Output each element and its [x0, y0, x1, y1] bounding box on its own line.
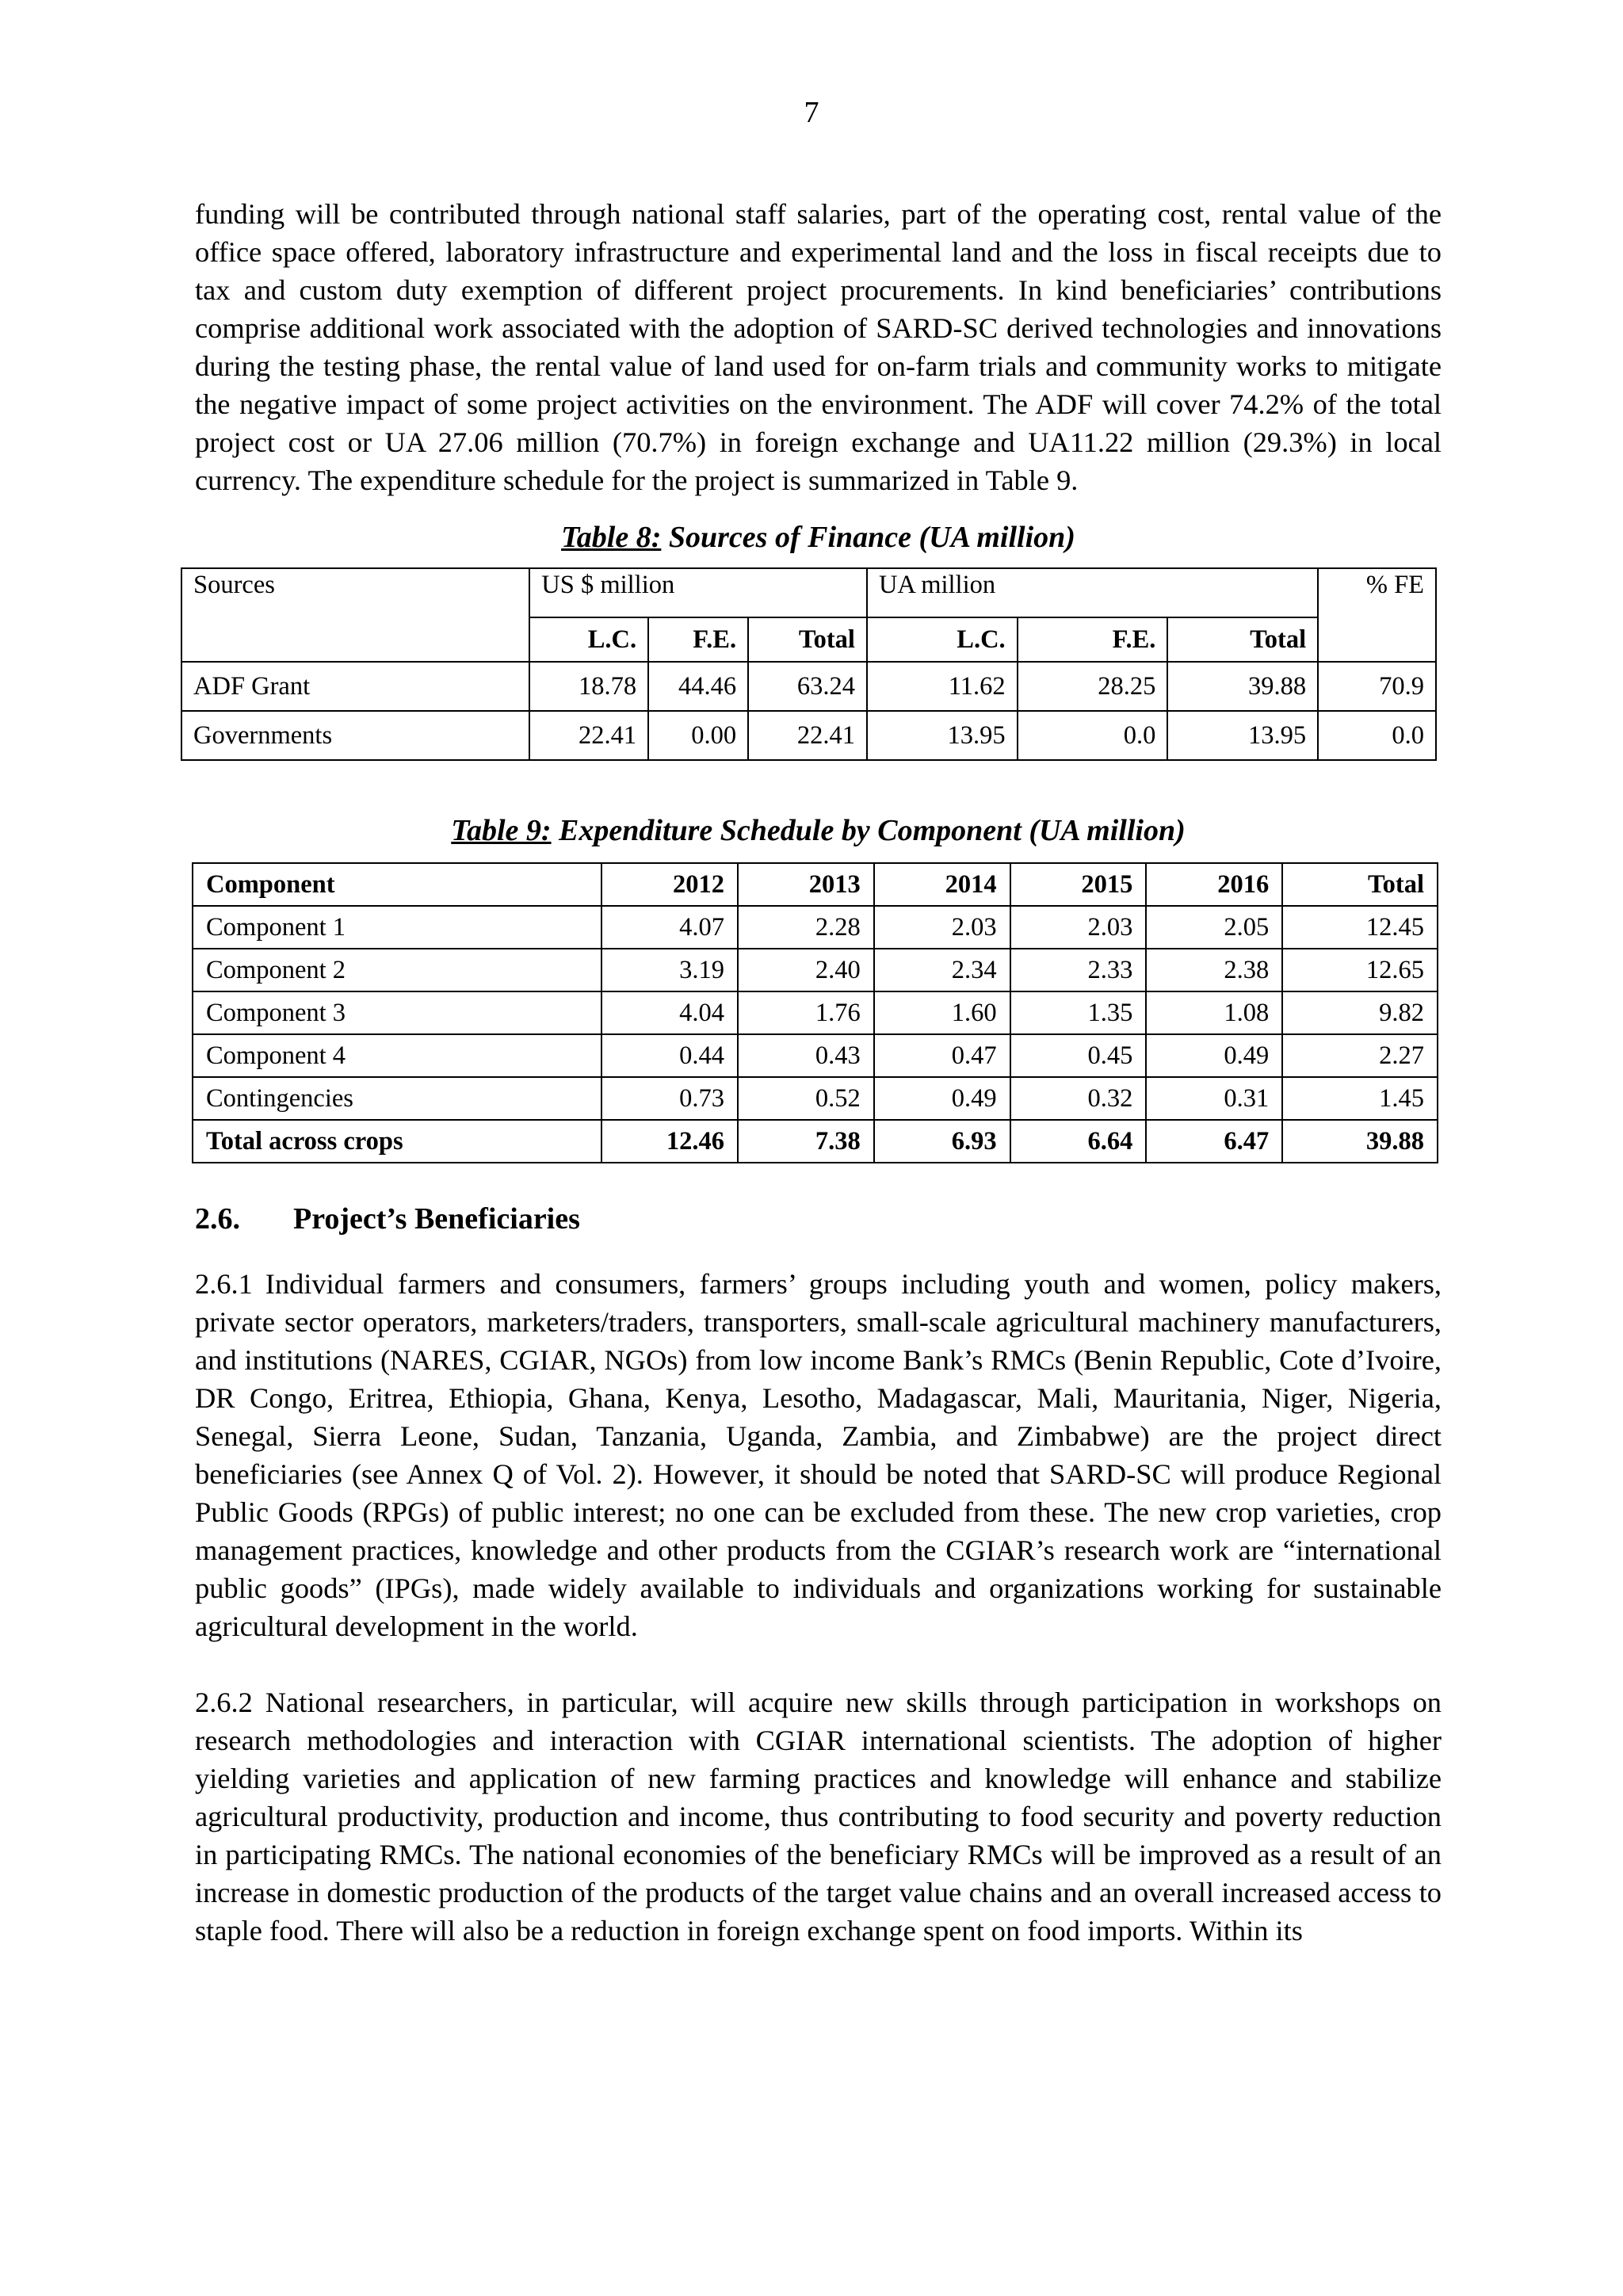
page-number: 7 — [804, 96, 819, 129]
table9-cell: 0.44 — [601, 1034, 738, 1077]
table8-cell: 0.0 — [1018, 711, 1168, 760]
table9-cell: 1.76 — [738, 991, 874, 1034]
table9-total-cell: 12.46 — [601, 1120, 738, 1163]
table8-cell: 0.0 — [1318, 711, 1436, 760]
table-row — [193, 1077, 1438, 1120]
table-row — [193, 906, 1438, 949]
expenditure-schedule-table — [192, 862, 1438, 1163]
table8-subheader-fe-empty — [1318, 617, 1436, 662]
table8-cell: Governments — [181, 711, 529, 760]
table9-cell: Component 4 — [193, 1034, 601, 1077]
table9-cell: 9.82 — [1282, 991, 1438, 1034]
section-number: 2.6. — [195, 1202, 240, 1236]
table9-cell: 1.08 — [1146, 991, 1282, 1034]
table9-total-cell: 7.38 — [738, 1120, 874, 1163]
table-row — [193, 949, 1438, 991]
table8-subheader-empty — [181, 617, 529, 662]
table9-cell: Component 2 — [193, 949, 601, 991]
table9-header-cell: 2015 — [1010, 863, 1147, 906]
table9-total-cell: 39.88 — [1282, 1120, 1438, 1163]
paragraph-2-6-2 — [195, 1683, 1442, 1950]
table9-cell: 0.32 — [1010, 1077, 1147, 1120]
table9-cell: 0.49 — [1146, 1034, 1282, 1077]
table8-subheader-usd-lc: L.C. — [529, 617, 648, 662]
table9-cell: 0.49 — [874, 1077, 1010, 1120]
table9-cell: 0.45 — [1010, 1034, 1147, 1077]
table9-cell: 4.07 — [601, 906, 738, 949]
table9-cell: 2.03 — [874, 906, 1010, 949]
section-heading — [195, 1201, 1442, 1236]
page-content — [195, 195, 1442, 1950]
table8-caption-label: Table 8: — [561, 521, 662, 554]
table9-cell: 2.38 — [1146, 949, 1282, 991]
table8-cell: 0.00 — [648, 711, 748, 760]
table8-subheader-ua-lc: L.C. — [867, 617, 1018, 662]
table9-cell: 0.43 — [738, 1034, 874, 1077]
table9-header-cell: Component — [193, 863, 601, 906]
table9-cell: 2.05 — [1146, 906, 1282, 949]
table8-subheader-usd-fe: F.E. — [648, 617, 748, 662]
table9-cell: 12.45 — [1282, 906, 1438, 949]
table8-header-sources: Sources — [181, 568, 529, 617]
table8-cell: 13.95 — [867, 711, 1018, 760]
table9-cell: 0.52 — [738, 1077, 874, 1120]
table9-cell: 2.27 — [1282, 1034, 1438, 1077]
table8-subheader-usd-total: Total — [748, 617, 867, 662]
table8-subheader-ua-fe: F.E. — [1018, 617, 1168, 662]
table8-cell: 22.41 — [529, 711, 648, 760]
table9-total-cell: 6.47 — [1146, 1120, 1282, 1163]
table9-caption-title: Expenditure Schedule by Component (UA million) — [551, 814, 1186, 847]
table-row — [181, 711, 1436, 760]
table9-cell: 12.65 — [1282, 949, 1438, 991]
table8-subheader-ua-total: Total — [1167, 617, 1318, 662]
table9-header-cell: 2016 — [1146, 863, 1282, 906]
table9-caption-label: Table 9: — [451, 814, 552, 847]
table-row — [181, 662, 1436, 711]
table9-cell: 1.45 — [1282, 1077, 1438, 1120]
paragraph-number: 2.6.2 — [195, 1687, 253, 1718]
paragraph-text: Individual farmers and consumers, farmers’ groups including youth and women, policy makers, private sector operators, marketers/traders, transporters, small-scale agricultural machinery manufacturers, and institutions (NARES, CGIAR, NGOs) from low income Bank’s RMCs (Benin Republic, Cote d’Ivoire, DR Congo, Eritrea, Ethiopia, Ghana, Kenya, Lesotho, Madagascar, Mali, Mauritania, Niger, Nigeria, Senegal, Sierra Leone, Sudan, Tanzania, Uganda, Zambia, and Zimbabwe) are the project direct beneficiaries (see Annex Q of Vol. 2). However, it should be noted that SARD-SC will produce Regional Public Goods (RPGs) of public interest; no one can be excluded from these. The new crop varieties, crop management practices, knowledge and other products from the CGIAR’s research work are “international public goods” (IPGs), made widely available to individuals and organizations working for sustainable agricultural development in the world. — [195, 1268, 1442, 1642]
table9-cell: Component 1 — [193, 906, 601, 949]
table9-cell: 4.04 — [601, 991, 738, 1034]
table9-cell: 2.40 — [738, 949, 874, 991]
table8-caption — [195, 520, 1442, 555]
table9-cell: Contingencies — [193, 1077, 601, 1120]
sources-of-finance-table — [181, 567, 1437, 761]
table9-total-cell: 6.64 — [1010, 1120, 1147, 1163]
table9-header-row — [193, 863, 1438, 906]
table8-cell: 63.24 — [748, 662, 867, 711]
table9-cell: 0.31 — [1146, 1077, 1282, 1120]
table9-cell: 2.33 — [1010, 949, 1147, 991]
paragraph-text: National researchers, in particular, will acquire new skills through participation in workshops on research methodologies and interaction with CGIAR international scientists. The adoption of higher yielding varieties and application of new farming practices and knowledge will enhance and stabilize agricultural productivity, production and income, thus contributing to food security and poverty reduction in participating RMCs. The national economies of the beneficiary RMCs will be improved as a result of an increase in domestic production of the products of the target value chains and an overall increased access to staple food. There will also be a reduction in foreign exchange spent on food imports. Within its — [195, 1687, 1442, 1946]
section-title: Project’s Beneficiaries — [293, 1202, 580, 1236]
table8-cell: 39.88 — [1167, 662, 1318, 711]
table9-cell: 2.28 — [738, 906, 874, 949]
table9-cell: 3.19 — [601, 949, 738, 991]
table8-header-ua: UA million — [867, 568, 1318, 617]
table9-total-cell: 6.93 — [874, 1120, 1010, 1163]
table-row — [193, 1034, 1438, 1077]
table9-cell: Component 3 — [193, 991, 601, 1034]
table9-header-cell: 2012 — [601, 863, 738, 906]
table8-cell: 28.25 — [1018, 662, 1168, 711]
table9-cell: 1.35 — [1010, 991, 1147, 1034]
table8-cell: 11.62 — [867, 662, 1018, 711]
table8-caption-title: Sources of Finance (UA million) — [661, 521, 1075, 554]
table8-header-fe-pct: % FE — [1318, 568, 1436, 617]
table-row — [193, 991, 1438, 1034]
paragraph-number: 2.6.1 — [195, 1268, 253, 1300]
table9-total-cell: Total across crops — [193, 1120, 601, 1163]
table9-caption — [195, 813, 1442, 848]
table8-header-usd: US $ million — [529, 568, 867, 617]
table9-cell: 1.60 — [874, 991, 1010, 1034]
paragraph-2-6-1 — [195, 1265, 1442, 1645]
table9-cell: 0.73 — [601, 1077, 738, 1120]
table8-cell: 44.46 — [648, 662, 748, 711]
table9-header-cell: 2014 — [874, 863, 1010, 906]
table8-cell: 18.78 — [529, 662, 648, 711]
table9-total-row — [193, 1120, 1438, 1163]
table9-header-cell: 2013 — [738, 863, 874, 906]
table9-cell: 2.03 — [1010, 906, 1147, 949]
table8-cell: ADF Grant — [181, 662, 529, 711]
table9-cell: 0.47 — [874, 1034, 1010, 1077]
table8-cell: 13.95 — [1167, 711, 1318, 760]
table8-cell: 22.41 — [748, 711, 867, 760]
table8-cell: 70.9 — [1318, 662, 1436, 711]
table9-cell: 2.34 — [874, 949, 1010, 991]
intro-paragraph: funding will be contributed through national staff salaries, part of the operating cost, rental value of the office space offered, laboratory infrastructure and experimental land and the loss in fiscal receipts due to tax and custom duty exemption of different project procurements. In kind beneficiaries’ contributions comprise additional work associated with the adoption of SARD-SC derived technologies and innovations during the testing phase, the rental value of land used for on-farm trials and community works to mitigate the negative impact of some project activities on the environment. The ADF will cover 74.2% of the total project cost or UA 27.06 million (70.7%) in foreign exchange and UA11.22 million (29.3%) in local currency. The expenditure schedule for the project is summarized in Table 9. — [195, 198, 1442, 496]
table9-header-cell: Total — [1282, 863, 1438, 906]
